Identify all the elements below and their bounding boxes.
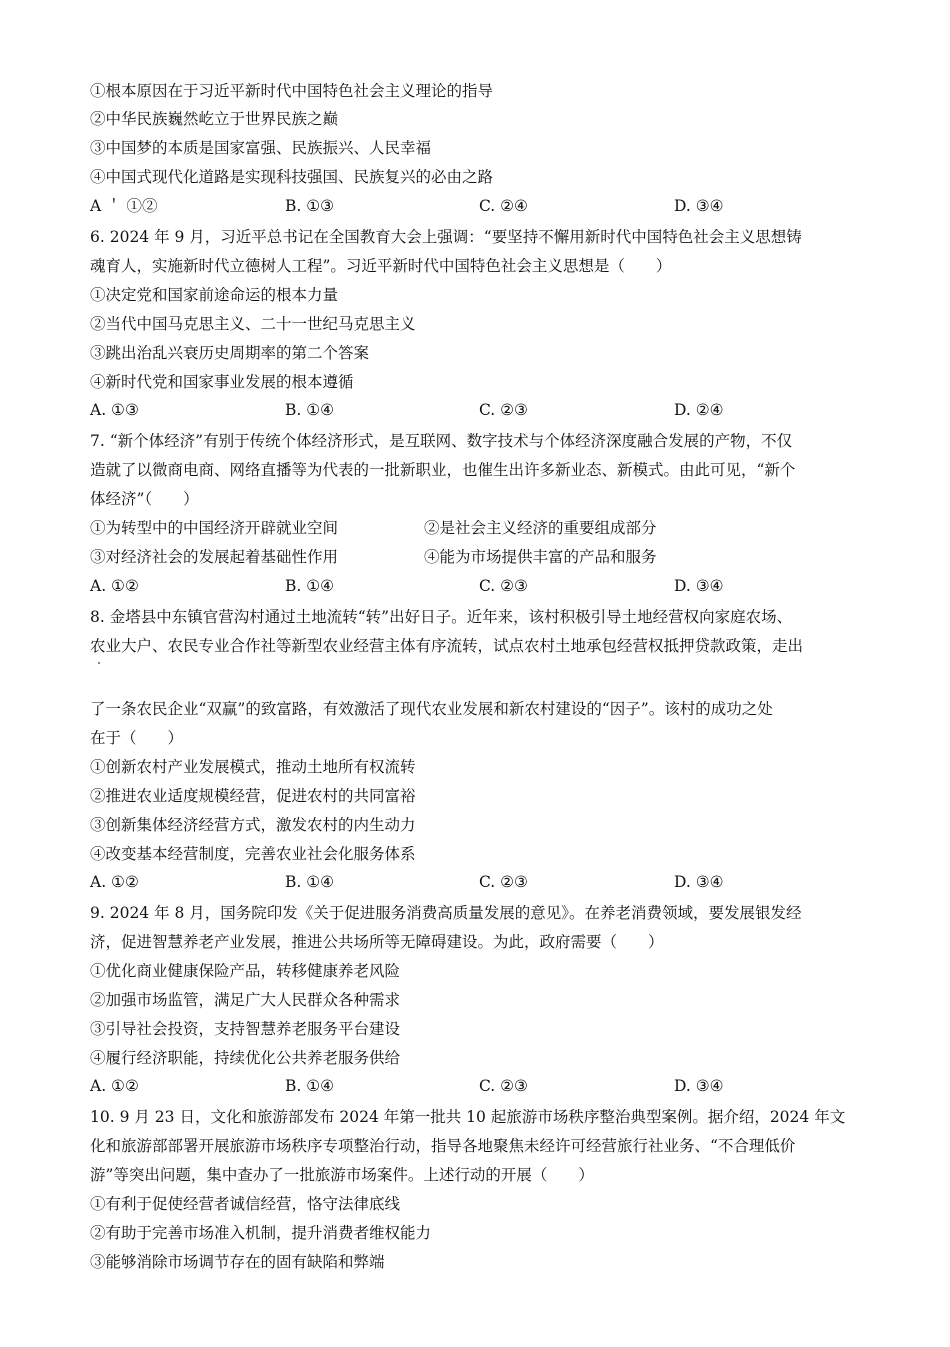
q9-statement-3: ③引导社会投资，支持智慧养老服务平台建设 (90, 1020, 401, 1038)
q6-statement-4: ④新时代党和国家事业发展的根本遵循 (90, 373, 354, 391)
q5-option-c[interactable]: C. ②④ (479, 197, 528, 215)
q6-stem-line-1: 6. 2024 年 9 月，习近平总书记在全国教育大会上强调：“要坚持不懈用新时代中国特色社会主义思想铸 (90, 228, 802, 246)
q6-options (90, 400, 870, 420)
q8-statement-4: ④改变基本经营制度，完善农业社会化服务体系 (90, 845, 416, 863)
q7-stem-line-1: 7. “新个体经济”有别于传统个体经济形式，是互联网、数字技术与个体经济深度融合发展的产物，不仅 (90, 432, 793, 450)
q8-option-d[interactable]: D. ③④ (674, 873, 724, 891)
q5-statement-2: ②中华民族巍然屹立于世界民族之巅 (90, 110, 339, 128)
q7-stem-line-2: 造就了以微商电商、网络直播等为代表的一批新职业，也催生出许多新业态、新模式。由此可见，“新个 (90, 461, 796, 479)
scan-speck (98, 662, 100, 664)
q10-statement-2: ②有助于完善市场准入机制，提升消费者维权能力 (90, 1224, 432, 1242)
q5-option-a[interactable]: A ＇ ①② (90, 197, 158, 215)
q9-options (90, 1076, 870, 1096)
q8-stem-line-1: 8. 金塔县中东镇官营沟村通过土地流转“转”出好日子。近年来，该村积极引导土地经营权向家庭农场、 (90, 608, 793, 626)
q5-statement-3: ③中国梦的本质是国家富强、民族振兴、人民幸福 (90, 139, 432, 157)
q7-statements-row-1 (90, 518, 870, 538)
q7-stem-line-3: 体经济”（ ） (90, 490, 199, 508)
q8-options (90, 872, 870, 892)
q6-option-c[interactable]: C. ②③ (479, 401, 528, 419)
q7-option-d[interactable]: D. ③④ (674, 577, 724, 595)
q10-stem-line-3: 游”等突出问题，集中查办了一批旅游市场案件。上述行动的开展（ ） (90, 1166, 594, 1184)
q6-option-d[interactable]: D. ②④ (674, 401, 724, 419)
q8-stem-line-4: 在于（ ） (90, 729, 184, 747)
q7-statement-2: ②是社会主义经济的重要组成部分 (424, 519, 657, 537)
q9-option-c[interactable]: C. ②③ (479, 1077, 528, 1095)
q5-statement-1: ①根本原因在于习近平新时代中国特色社会主义理论的指导 (90, 82, 494, 100)
q7-option-c[interactable]: C. ②③ (479, 577, 528, 595)
q5-options (90, 196, 870, 216)
q6-statement-3: ③跳出治乱兴衰历史周期率的第二个答案 (90, 344, 370, 362)
q6-statement-1: ①决定党和国家前途命运的根本力量 (90, 286, 339, 304)
q9-statement-1: ①优化商业健康保险产品，转移健康养老风险 (90, 962, 401, 980)
q6-statement-2: ②当代中国马克思主义、二十一世纪马克思主义 (90, 315, 416, 333)
q9-stem-line-2: 济，促进智慧养老产业发展，推进公共场所等无障碍建设。为此，政府需要（ ） (90, 933, 664, 951)
q8-stem-line-2: 农业大户、农民专业合作社等新型农业经营主体有序流转，试点农村土地承包经营权抵押贷款政策，走出 (90, 637, 804, 655)
q7-statement-4: ④能为市场提供丰富的产品和服务 (424, 548, 657, 566)
q9-statement-2: ②加强市场监管，满足广大人民群众各种需求 (90, 991, 401, 1009)
q9-statement-4: ④履行经济职能，持续优化公共养老服务供给 (90, 1049, 401, 1067)
q5-option-b[interactable]: B. ①③ (285, 197, 335, 215)
q8-statement-1: ①创新农村产业发展模式，推动土地所有权流转 (90, 758, 416, 776)
q8-option-a[interactable]: A. ①② (90, 873, 139, 891)
q10-statement-3: ③能够消除市场调节存在的固有缺陷和弊端 (90, 1253, 385, 1271)
q8-statement-2: ②推进农业适度规模经营，促进农村的共同富裕 (90, 787, 416, 805)
q10-stem-line-2: 化和旅游部部署开展旅游市场秩序专项整治行动，指导各地聚焦未经许可经营旅行社业务、“不合理低价 (90, 1137, 796, 1155)
q8-option-c[interactable]: C. ②③ (479, 873, 528, 891)
q10-statement-1: ①有利于促使经营者诚信经营，恪守法律底线 (90, 1195, 401, 1213)
q7-option-a[interactable]: A. ①② (90, 577, 139, 595)
q6-option-b[interactable]: B. ①④ (285, 401, 335, 419)
q6-option-a[interactable]: A. ①③ (90, 401, 139, 419)
q5-option-d[interactable]: D. ③④ (674, 197, 724, 215)
q5-statement-4: ④中国式现代化道路是实现科技强国、民族复兴的必由之路 (90, 168, 494, 186)
q8-stem-line-3: 了一条农民企业“双赢”的致富路，有效激活了现代农业发展和新农村建设的“因子”。该村的成功之处 (90, 700, 773, 718)
q9-stem-line-1: 9. 2024 年 8 月，国务院印发《关于促进服务消费高质量发展的意见》。在养老消费领域，要发展银发经 (90, 904, 802, 922)
q9-option-d[interactable]: D. ③④ (674, 1077, 724, 1095)
q7-statements-row-2 (90, 547, 870, 567)
q7-options (90, 576, 870, 596)
q9-option-a[interactable]: A. ①② (90, 1077, 139, 1095)
q10-stem-line-1: 10. 9 月 23 日，文化和旅游部发布 2024 年第一批共 10 起旅游市场秩序整治典型案例。据介绍，2024 年文 (90, 1108, 846, 1126)
q6-stem-line-2: 魂育人，实施新时代立德树人工程”。习近平新时代中国特色社会主义思想是（ ） (90, 257, 672, 275)
q7-statement-3: ③对经济社会的发展起着基础性作用 (90, 548, 339, 566)
q8-statement-3: ③创新集体经济经营方式，激发农村的内生动力 (90, 816, 416, 834)
q7-statement-1: ①为转型中的中国经济开辟就业空间 (90, 519, 339, 537)
q9-option-b[interactable]: B. ①④ (285, 1077, 335, 1095)
q8-option-b[interactable]: B. ①④ (285, 873, 335, 891)
q7-option-b[interactable]: B. ①④ (285, 577, 335, 595)
